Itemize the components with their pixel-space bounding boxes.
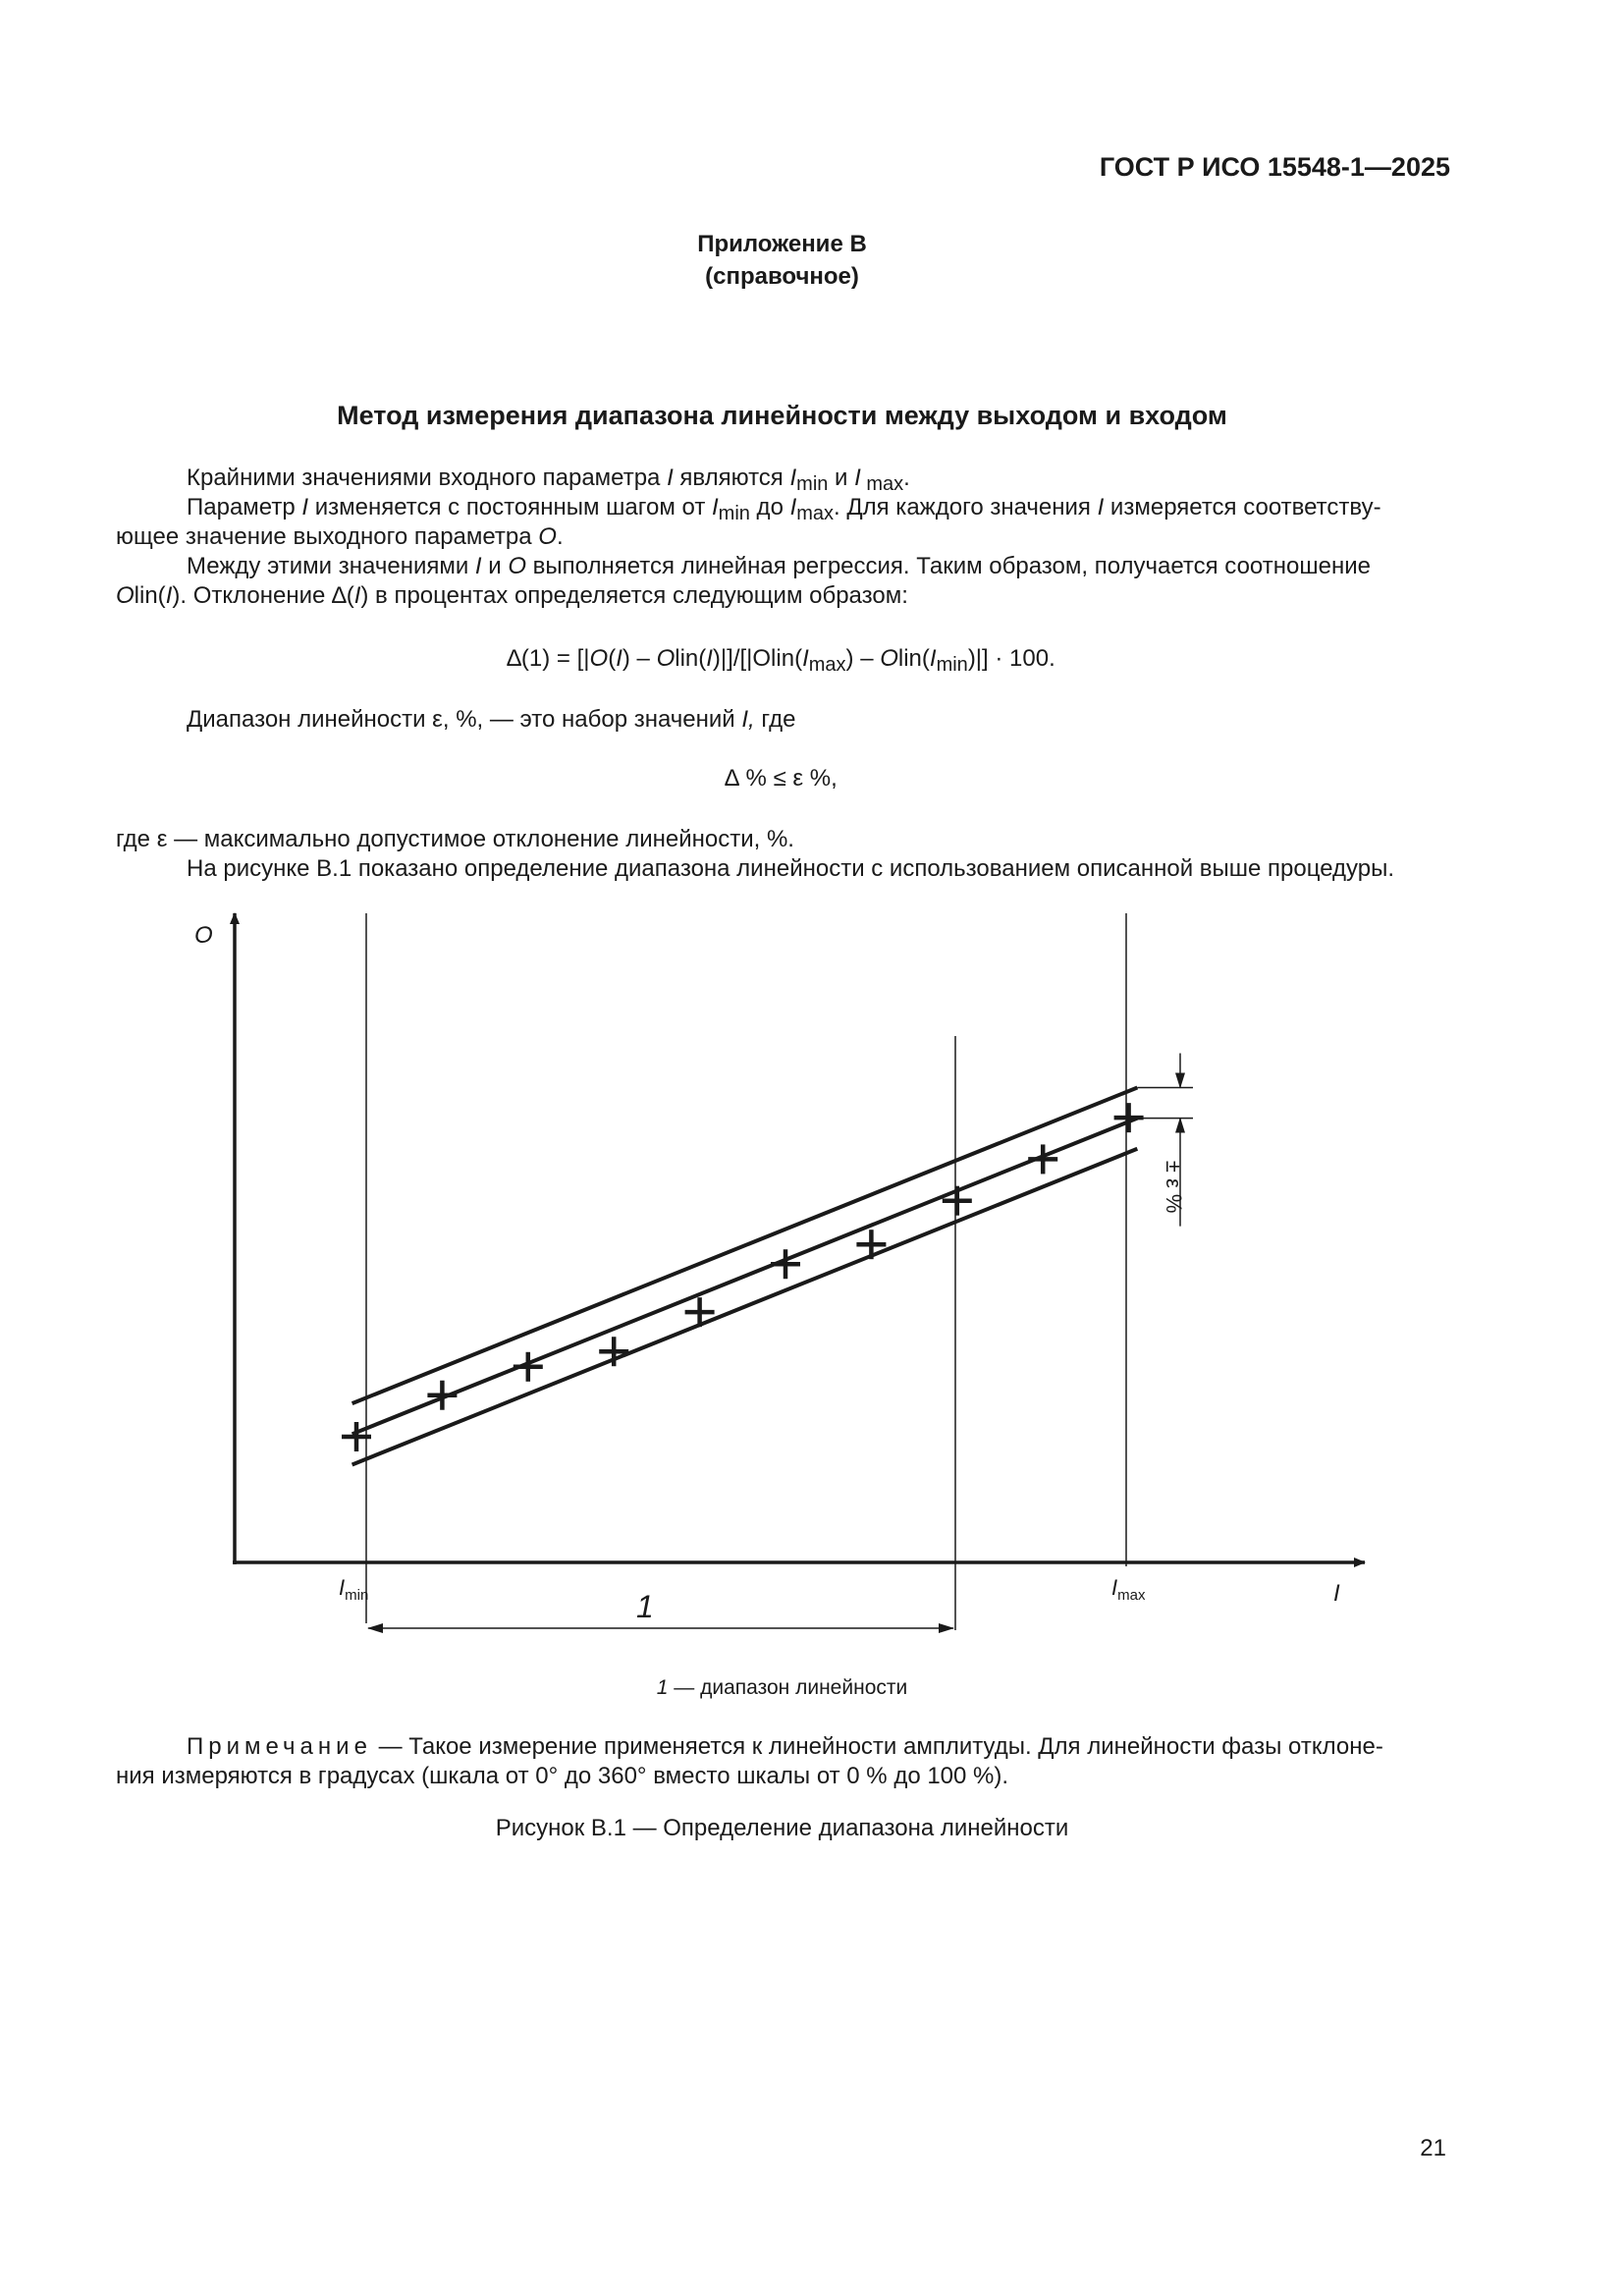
data-point	[514, 1352, 543, 1382]
data-point	[427, 1381, 457, 1410]
upper-tolerance-line	[352, 1087, 1138, 1403]
figure-legend: 1 — диапазон линейности	[656, 1676, 908, 1699]
tick-label-imax: $I_{max}$	[1111, 1575, 1146, 1604]
section-title: Метод измерения диапазона линейности между выходом и входом	[337, 401, 1227, 430]
paragraph-2: Параметр I изменяется с постоянным шагом от $I_{min}$ до $I_{max}$. Для каждого значения I измеряется соответству-	[187, 494, 1381, 524]
linearity-figure	[0, 884, 1623, 1669]
appendix-heading	[0, 228, 1564, 293]
data-point	[856, 1230, 886, 1259]
appendix-title: Приложение В	[697, 231, 867, 257]
paragraph-1: Крайними значениями входного параметра I являются $I_{min}$ и I $_{max}$.	[187, 465, 910, 495]
paragraph-4: Диапазон линейности ε, %, — это набор значений I, где	[187, 706, 796, 733]
note-line-2: ния измеряются в градусах (шкала от 0° до 360° вместо шкалы от 0 % до 100 %).	[116, 1763, 1009, 1789]
paragraph-6: На рисунке В.1 показано определение диапазона линейности с использованием описанной выше процедуры.	[187, 855, 1395, 882]
tick-label-imin: $I_{min}$	[339, 1575, 369, 1604]
paragraph-5: где ε — максимально допустимое отклонение линейности, %.	[116, 826, 794, 852]
x-axis-label: I	[1333, 1580, 1340, 1607]
paragraph-3-cont: Olin(I). Отклонение ∆(I) в процентах определяется следующим образом:	[116, 582, 908, 609]
lower-tolerance-line	[352, 1149, 1138, 1465]
formula-deviation: $\Delta(1) = [|O(I) - Olin(I)|]/[|Olin(I_{max})$ – $Olin(I_{min})|] \cdot 100$.	[507, 645, 1055, 676]
paragraph-2-cont: ющее значение выходного параметра O.	[116, 523, 564, 550]
data-point	[943, 1186, 972, 1216]
appendix-subtitle: (справочное)	[705, 263, 859, 290]
page-number: 21	[1420, 2135, 1446, 2161]
note-line-1: Примечание — Такое измерение применяется к линейности амплитуды. Для линейности фазы отклоне-	[187, 1733, 1383, 1760]
regression-line	[352, 1119, 1138, 1435]
data-point	[1028, 1144, 1057, 1174]
data-point	[1114, 1103, 1144, 1132]
linearity-range-label: 1	[636, 1589, 654, 1624]
body-text	[116, 464, 1446, 611]
tolerance-label: ± ε %	[1162, 1160, 1186, 1214]
figure-caption: Рисунок В.1 — Определение диапазона линейности	[495, 1815, 1069, 1841]
document-standard-id: ГОСТ Р ИСО 15548-1—2025	[1099, 152, 1450, 182]
formula-condition: ∆ % ≤ ε %,	[725, 765, 838, 792]
y-axis-label: O	[194, 922, 213, 949]
paragraph-3: Между этими значениями I и O выполняется линейная регрессия. Таким образом, получается соотношение	[187, 553, 1371, 579]
figure-note	[116, 1732, 1446, 1791]
body-text-2	[116, 825, 1446, 884]
